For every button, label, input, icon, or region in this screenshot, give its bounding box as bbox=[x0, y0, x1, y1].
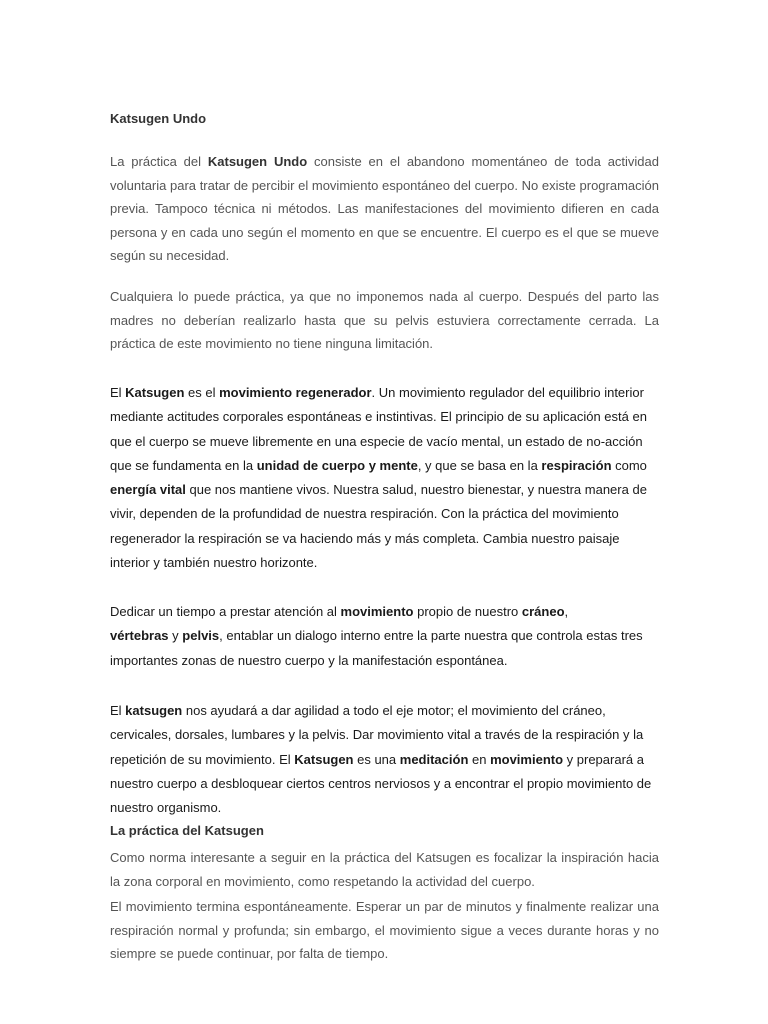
text-run: consiste en el abandono momentáneo de toda actividad voluntaria para tratar de percibir el movimiento espontáneo del cuerpo. No existe programación previa. Tampoco técnica ni métodos. Las manifestaciones del movimiento difieren en cada persona y en cada uno según el momento en que se encuentre. El cuerpo es el que se mueve según su necesidad. bbox=[110, 154, 659, 263]
bold-term: katsugen bbox=[125, 703, 183, 718]
text-run: y bbox=[168, 628, 183, 644]
bold-term: energía vital bbox=[110, 482, 186, 498]
bold-term: vértebras bbox=[110, 628, 169, 644]
text-run: y preparará a nuestro cuerpo a desbloquear ciertos centros nerviosos y a encontrar el propio movimiento de nuestro organismo. bbox=[110, 751, 652, 816]
paragraph-attention bbox=[110, 600, 659, 673]
text-run: es una bbox=[353, 751, 400, 767]
text-run: como bbox=[611, 457, 647, 473]
text-run: en bbox=[468, 751, 491, 767]
paragraph-ending: El movimiento termina espontáneamente. Esperar un par de minutos y finalmente realizar una respiración normal y profunda; sin embargo, el movimiento sigue a veces durante horas y no siempre se puede continuar, por falta de tiempo. bbox=[110, 899, 659, 961]
text-run: , entablar un dialogo interno entre la parte nuestra que controla estas tres importantes zonas de nuestro cuerpo y la manifestación espontánea. bbox=[110, 628, 643, 668]
paragraph-regenerative-movement bbox=[110, 381, 659, 575]
bold-term: movimiento bbox=[340, 604, 414, 619]
bold-term: cráneo bbox=[521, 604, 565, 619]
text-run: , bbox=[564, 604, 569, 619]
bold-term: pelvis bbox=[182, 628, 220, 644]
paragraph-norm: Como norma interesante a seguir en la práctica del Katsugen es focalizar la inspiración hacia la zona corporal en movimiento, como respetando la actividad del cuerpo. bbox=[110, 850, 659, 889]
section-heading: La práctica del Katsugen bbox=[110, 823, 264, 838]
text-run: propio de nuestro bbox=[413, 604, 522, 619]
document-title: Katsugen Undo bbox=[110, 111, 207, 126]
bold-term: meditación bbox=[399, 751, 469, 767]
text-run: es el bbox=[184, 385, 220, 400]
text-run: La práctica del bbox=[110, 154, 208, 169]
paragraph-who-can-practice: Cualquiera lo puede práctica, ya que no imponemos nada al cuerpo. Después del parto las madres no deberían realizarlo hasta que su pelvis estuviera correctamente cerrada. La práctica de este movimiento no tiene ninguna limitación. bbox=[110, 289, 659, 351]
bold-term: Katsugen bbox=[125, 385, 185, 400]
bold-term: movimiento bbox=[490, 751, 564, 767]
text-run: . Un movimiento regulador del equilibrio interior mediante actitudes corporales espontáneas e instintivas. El principio de su aplicación está en que el cuerpo se mueve libremente en una especie de vacío mental, un estado de no-acción que se fundamenta en la bbox=[110, 385, 647, 473]
text-run: Dedicar un tiempo a prestar atención al bbox=[110, 604, 341, 619]
text-run: , y que se basa en la bbox=[417, 457, 542, 473]
bold-term: movimiento regenerador bbox=[219, 385, 372, 400]
bold-term: respiración bbox=[541, 457, 612, 473]
text-run: El bbox=[110, 385, 126, 400]
paragraph-motor-axis bbox=[110, 699, 659, 820]
text-run: que nos mantiene vivos. Nuestra salud, nuestro bienestar, y nuestra manera de vivir, dependen de la profundidad de nuestra respiración. Con la práctica del movimiento regenerador la respiración se va haciendo más y más completa. Cambia nuestro paisaje interior y también nuestro horizonte. bbox=[110, 482, 647, 571]
text-run: El bbox=[110, 703, 126, 718]
bold-term: Katsugen Undo bbox=[207, 154, 308, 169]
bold-term: unidad de cuerpo y mente bbox=[256, 457, 418, 473]
bold-term: Katsugen bbox=[294, 751, 354, 767]
paragraph-intro bbox=[110, 150, 659, 268]
text-run: nos ayudará a dar agilidad a todo el eje motor; el movimiento del cráneo, cervicales, dorsales, lumbares y la pelvis. Dar movimiento vital a través de la respiración y la repetición de su movimiento. El bbox=[110, 703, 644, 767]
